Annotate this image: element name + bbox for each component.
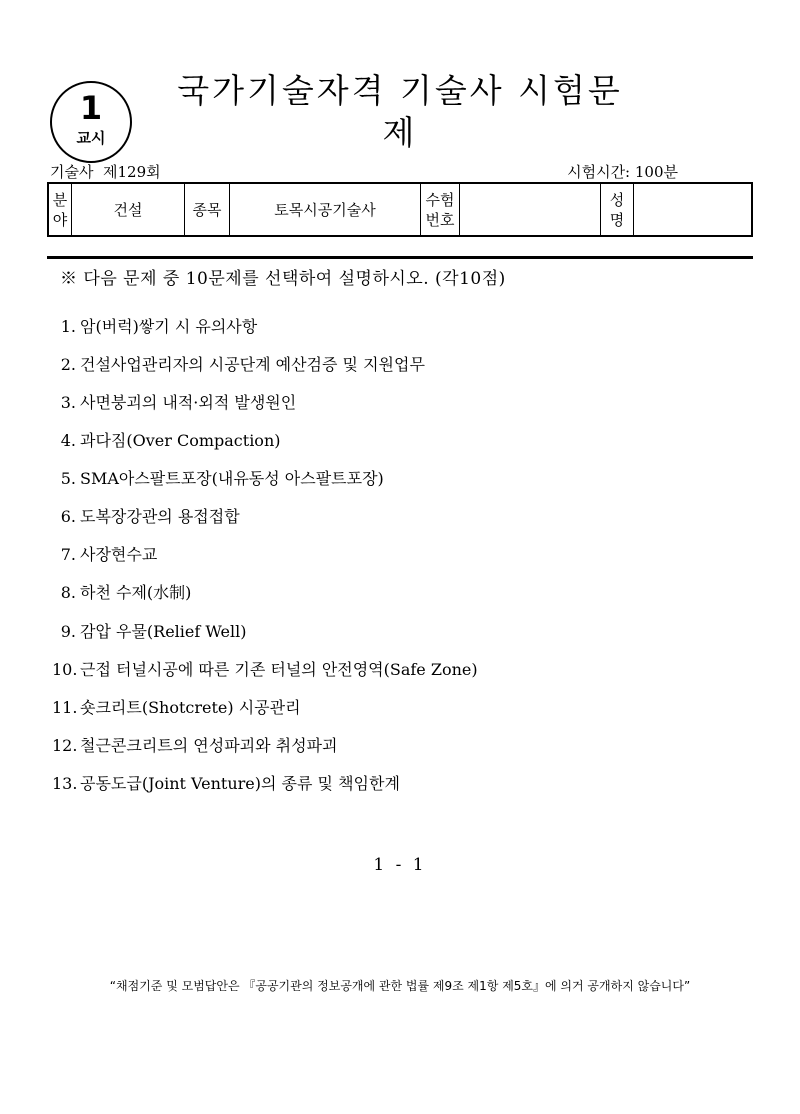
question-number: 2. bbox=[60, 355, 76, 374]
field-label-cell bbox=[48, 183, 72, 236]
period-label: 교시 bbox=[76, 129, 106, 147]
field-value: 건설 bbox=[72, 183, 185, 236]
exam-number-label-line2: 번호 bbox=[425, 210, 455, 229]
question-item bbox=[52, 736, 337, 756]
page-number: 1 - 1 bbox=[373, 855, 427, 875]
exam-info-table bbox=[47, 182, 753, 237]
question-item bbox=[52, 660, 478, 680]
question-text: 사면붕괴의 내적·외적 발생원인 bbox=[80, 393, 297, 412]
exam-number-field[interactable] bbox=[460, 183, 601, 236]
question-text: 사장현수교 bbox=[80, 545, 158, 564]
question-item bbox=[52, 469, 384, 489]
question-text: 건설사업관리자의 시공단계 예산검증 및 지원업무 bbox=[80, 355, 425, 374]
divider bbox=[47, 256, 753, 259]
category-label: 종목 bbox=[185, 183, 230, 236]
period-badge bbox=[50, 81, 132, 163]
name-field[interactable] bbox=[634, 183, 753, 236]
exam-number-label-cell bbox=[421, 183, 460, 236]
exam-number-label-line1: 수험 bbox=[425, 190, 455, 209]
field-label-line2: 야 bbox=[52, 210, 68, 229]
instruction: ※ 다음 문제 중 10문제를 선택하여 설명하시오. (각10점) bbox=[60, 269, 506, 289]
question-text: 도복장강관의 용접접합 bbox=[80, 507, 240, 526]
question-text: 근접 터널시공에 따른 기존 터널의 안전영역(Safe Zone) bbox=[80, 660, 478, 679]
question-item bbox=[52, 393, 296, 413]
question-number: 7. bbox=[60, 545, 76, 564]
category-value: 토목시공기술사 bbox=[230, 183, 421, 236]
question-number: 13. bbox=[52, 774, 78, 793]
name-label-cell bbox=[601, 183, 634, 236]
question-text: 감압 우물(Relief Well) bbox=[80, 622, 247, 641]
question-item bbox=[52, 698, 301, 718]
disclaimer-footer: “채점기준 및 모범답안은 『공공기관의 정보공개에 관한 법률 제9조 제1항 제5호』에 의거 공개하지 않습니다” bbox=[109, 979, 691, 993]
question-text: 철근콘크리트의 연성파괴와 취성파괴 bbox=[80, 736, 338, 755]
question-text: SMA아스팔트포장(내유동성 아스팔트포장) bbox=[80, 469, 384, 488]
field-label-line1: 분 bbox=[52, 190, 68, 209]
question-number: 8. bbox=[60, 583, 76, 602]
question-number: 6. bbox=[60, 507, 76, 526]
question-number: 10. bbox=[52, 660, 78, 679]
question-text: 암(버럭)쌓기 시 유의사항 bbox=[80, 317, 258, 336]
page-title: 국가기술자격 기술사 시험문제 bbox=[177, 71, 623, 152]
question-text: 하천 수제(水制) bbox=[80, 583, 192, 602]
question-item bbox=[52, 622, 246, 642]
exam-time: 시험시간: 100분 bbox=[567, 163, 678, 181]
question-number: 5. bbox=[60, 469, 76, 488]
question-item bbox=[52, 545, 157, 565]
question-number: 11. bbox=[52, 698, 78, 717]
question-text: 과다짐(Over Compaction) bbox=[80, 431, 281, 450]
question-item bbox=[52, 774, 400, 794]
question-item bbox=[52, 583, 191, 603]
question-item bbox=[52, 507, 240, 527]
exam-round: 기술사 제129회 bbox=[50, 163, 161, 181]
question-number: 12. bbox=[52, 736, 78, 755]
name-label-line2: 명 bbox=[609, 210, 625, 229]
question-number: 4. bbox=[60, 431, 76, 450]
question-number: 3. bbox=[60, 393, 76, 412]
question-item bbox=[52, 355, 425, 375]
question-item bbox=[52, 431, 281, 451]
name-label-line1: 성 bbox=[609, 190, 625, 209]
period-number: 1 bbox=[79, 89, 103, 127]
question-number: 9. bbox=[60, 622, 76, 641]
question-number: 1. bbox=[60, 317, 76, 336]
question-text: 숏크리트(Shotcrete) 시공관리 bbox=[80, 698, 301, 717]
question-item bbox=[52, 317, 257, 337]
question-text: 공동도급(Joint Venture)의 종류 및 책임한계 bbox=[80, 774, 400, 793]
